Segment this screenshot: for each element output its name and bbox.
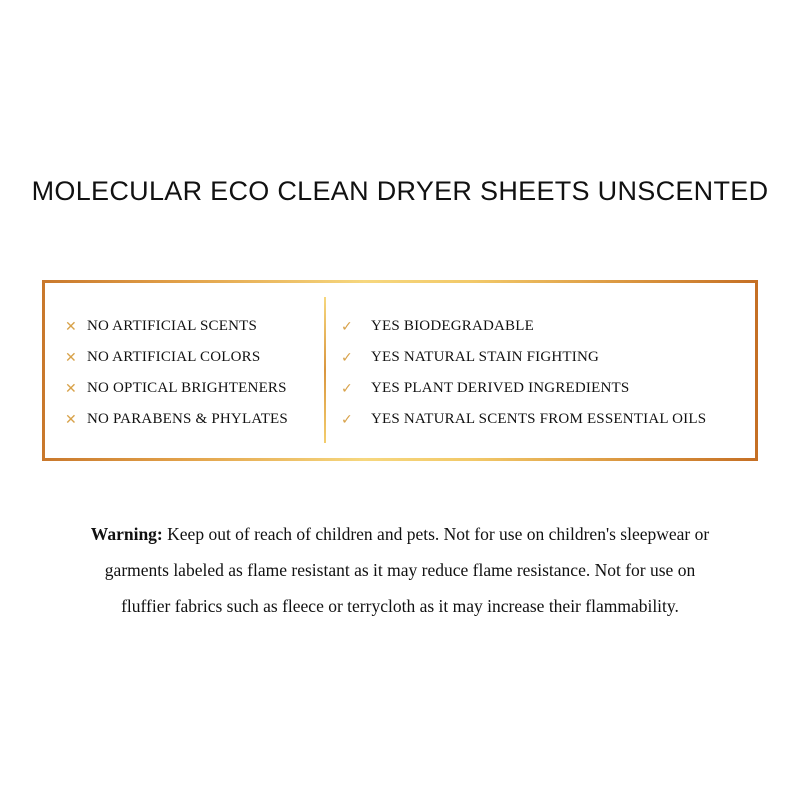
x-icon: ✕ bbox=[65, 318, 77, 335]
list-item bbox=[65, 342, 288, 373]
list-item-label: NO ARTIFICIAL COLORS bbox=[87, 349, 261, 365]
features-box bbox=[42, 280, 758, 461]
check-icon: ✓ bbox=[341, 411, 353, 428]
list-item-label: YES NATURAL SCENTS FROM ESSENTIAL OILS bbox=[371, 411, 707, 427]
warning-line-3: fluffier fabrics such as fleece or terrycloth as it may increase their flammability. bbox=[121, 596, 679, 616]
list-item bbox=[341, 311, 706, 342]
x-icon: ✕ bbox=[65, 411, 77, 428]
list-item-label: YES NATURAL STAIN FIGHTING bbox=[371, 349, 600, 365]
check-icon: ✓ bbox=[341, 380, 353, 397]
warning-line-1-text: Keep out of reach of children and pets. Not for use on children's sleepwear or bbox=[162, 524, 710, 544]
column-divider bbox=[324, 297, 326, 443]
warning-label: Warning: bbox=[90, 524, 163, 544]
list-item bbox=[341, 373, 706, 404]
no-list bbox=[65, 311, 288, 435]
page-title: MOLECULAR ECO CLEAN DRYER SHEETS UNSCENTED bbox=[31, 176, 769, 206]
features-box-inner bbox=[45, 283, 755, 458]
warning-line-1 bbox=[20, 516, 780, 552]
check-icon: ✓ bbox=[341, 318, 353, 335]
warning-text bbox=[20, 516, 780, 624]
list-item-label: NO OPTICAL BRIGHTENERS bbox=[87, 380, 287, 396]
list-item bbox=[65, 373, 288, 404]
yes-list bbox=[341, 311, 706, 435]
warning-line-2: garments labeled as flame resistant as it may reduce flame resistance. Not for use on bbox=[104, 560, 696, 580]
list-item-label: NO PARABENS & PHYLATES bbox=[87, 411, 288, 427]
check-icon: ✓ bbox=[341, 349, 353, 366]
list-item-label: YES PLANT DERIVED INGREDIENTS bbox=[371, 380, 630, 396]
x-icon: ✕ bbox=[65, 349, 77, 366]
list-item-label: NO ARTIFICIAL SCENTS bbox=[87, 318, 258, 334]
x-icon: ✕ bbox=[65, 380, 77, 397]
list-item bbox=[65, 311, 288, 342]
list-item bbox=[65, 404, 288, 435]
list-item-label: YES BIODEGRADABLE bbox=[371, 318, 534, 334]
list-item bbox=[341, 404, 706, 435]
list-item bbox=[341, 342, 706, 373]
